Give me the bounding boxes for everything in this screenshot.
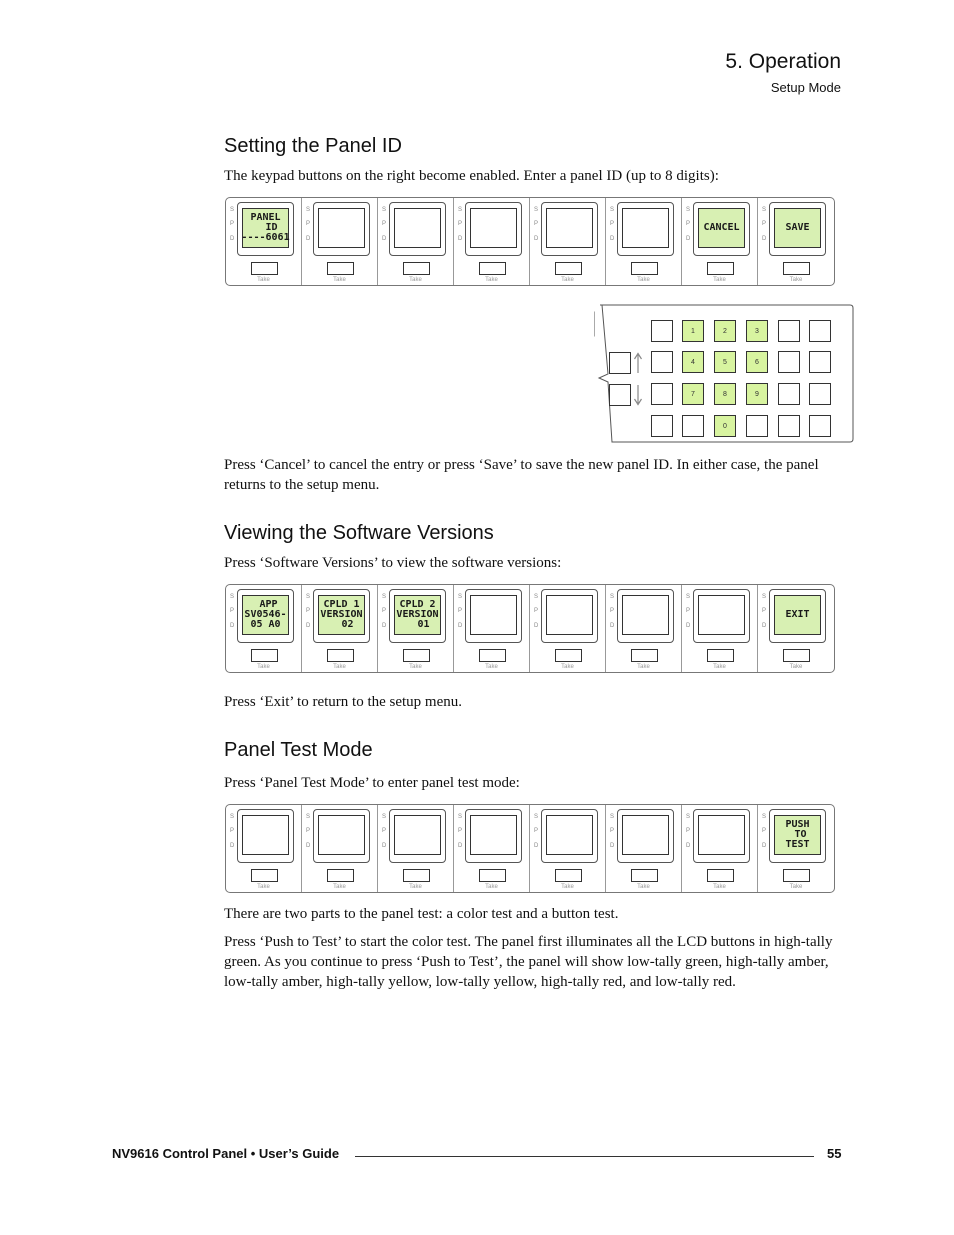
lcd-button[interactable] [465, 809, 522, 863]
panel-id-intro: The keypad buttons on the right become enabled. Enter a panel ID (up to 8 digits): [224, 168, 719, 184]
side-label-p: P [382, 221, 387, 227]
panel-button-cell [758, 805, 834, 892]
lcd-button[interactable] [769, 589, 826, 643]
keypad-key-8[interactable]: 8 [714, 383, 736, 405]
take-button[interactable] [403, 262, 430, 275]
keypad-key-blank[interactable] [778, 383, 800, 405]
side-label-p: P [458, 828, 463, 834]
keypad-key-blank[interactable] [651, 415, 673, 437]
lcd-button-display [546, 815, 593, 855]
panel-button-cell [682, 585, 758, 672]
take-button[interactable] [479, 649, 506, 662]
lcd-button[interactable] [769, 809, 826, 863]
lcd-button[interactable] [313, 809, 370, 863]
keypad-key-blank[interactable] [809, 351, 831, 373]
side-label-s: S [686, 207, 691, 213]
panel-button-cell [530, 585, 606, 672]
take-label: Take [789, 277, 803, 283]
side-label-s: S [686, 814, 691, 820]
take-button[interactable] [783, 649, 810, 662]
side-label-d: D [230, 236, 235, 242]
keypad-key-2[interactable]: 2 [714, 320, 736, 342]
lcd-button-display [698, 595, 745, 635]
heading-panel-test: Panel Test Mode [224, 739, 373, 761]
lcd-button-display [546, 208, 593, 248]
keypad-key-blank[interactable] [809, 383, 831, 405]
lcd-button-display: PANEL ID ----6061 [242, 208, 289, 248]
side-label-p: P [306, 608, 311, 614]
side-label-p: P [306, 221, 311, 227]
take-button[interactable] [783, 869, 810, 882]
keypad-key-7[interactable]: 7 [682, 383, 704, 405]
side-label-p: P [382, 608, 387, 614]
side-label-s: S [458, 814, 463, 820]
side-label-s: S [382, 814, 387, 820]
side-label-d: D [686, 623, 691, 629]
side-label-p: P [534, 828, 539, 834]
side-label-d: D [382, 843, 387, 849]
side-label-s: S [382, 594, 387, 600]
take-button[interactable] [479, 262, 506, 275]
take-button[interactable] [251, 869, 278, 882]
side-label-p: P [458, 221, 463, 227]
side-label-s: S [230, 814, 235, 820]
side-label-s: S [610, 594, 615, 600]
lcd-button[interactable] [769, 202, 826, 256]
side-label-p: P [686, 221, 691, 227]
take-label: Take [333, 664, 346, 670]
side-label-d: D [610, 623, 615, 629]
lcd-button-display: PUSH TO TEST [774, 815, 821, 855]
side-label-d: D [306, 236, 311, 242]
side-label-s: S [534, 594, 539, 600]
lcd-button[interactable] [313, 589, 370, 643]
panel-button-cell [758, 585, 834, 672]
lcd-button-display [242, 815, 289, 855]
take-button[interactable] [327, 649, 354, 662]
panel-strip-test [225, 804, 835, 893]
panel-button-cell [226, 198, 302, 285]
down-arrow-key[interactable] [609, 384, 631, 406]
take-label: Take [713, 884, 726, 890]
panel-button-cell [530, 198, 606, 285]
side-label-p: P [762, 828, 767, 834]
take-label: Take [561, 664, 574, 670]
lcd-button-display [318, 208, 365, 248]
take-button[interactable] [327, 869, 354, 882]
take-button[interactable] [555, 262, 582, 275]
side-label-s: S [762, 814, 767, 820]
lcd-button[interactable] [389, 589, 446, 643]
side-label-p: P [762, 221, 767, 227]
lcd-button[interactable] [237, 202, 294, 256]
up-arrow-icon [633, 352, 643, 374]
take-label: Take [409, 277, 422, 283]
lcd-button[interactable] [693, 589, 750, 643]
side-label-s: S [534, 814, 539, 820]
take-label: Take [409, 884, 422, 890]
keypad-key-blank[interactable] [809, 415, 831, 437]
side-label-s: S [382, 207, 387, 213]
side-label-p: P [610, 828, 615, 834]
take-button[interactable] [555, 869, 582, 882]
side-label-d: D [534, 236, 539, 242]
side-label-s: S [306, 594, 311, 600]
lcd-button-display [470, 595, 517, 635]
take-button[interactable] [479, 869, 506, 882]
lcd-button[interactable] [313, 202, 370, 256]
take-button[interactable] [631, 649, 658, 662]
side-label-d: D [610, 236, 615, 242]
take-label: Take [485, 884, 498, 890]
keypad-illustration [594, 304, 854, 443]
lcd-button-display [622, 208, 669, 248]
lcd-button[interactable] [541, 809, 598, 863]
keypad-key-blank[interactable] [682, 415, 704, 437]
lcd-button[interactable] [389, 809, 446, 863]
side-label-s: S [686, 594, 691, 600]
side-label-p: P [230, 828, 235, 834]
take-label: Take [485, 664, 498, 670]
keypad-key-blank[interactable] [809, 320, 831, 342]
take-button[interactable] [251, 649, 278, 662]
side-label-d: D [610, 843, 615, 849]
side-label-d: D [686, 236, 691, 242]
panel-button-cell [606, 805, 682, 892]
panel-strip-software [225, 584, 835, 673]
side-label-p: P [230, 221, 235, 227]
lcd-button-display: SAVE [774, 208, 821, 248]
take-label: Take [257, 664, 270, 670]
test-para-1: There are two parts to the panel test: a color test and a button test. [224, 906, 619, 922]
lcd-button-display [470, 208, 517, 248]
lcd-button[interactable] [617, 809, 674, 863]
panel-id-after: Press ‘Cancel’ to cancel the entry or press ‘Save’ to save the new panel ID. In either case, the panel returns to the setup menu. [224, 457, 819, 493]
side-label-p: P [534, 221, 539, 227]
panel-button-cell [606, 198, 682, 285]
lcd-button[interactable] [617, 589, 674, 643]
keypad-key-blank[interactable] [778, 415, 800, 437]
side-label-d: D [458, 623, 463, 629]
side-label-d: D [458, 843, 463, 849]
side-label-s: S [458, 207, 463, 213]
panel-button-cell [454, 805, 530, 892]
lcd-button[interactable] [389, 202, 446, 256]
take-label: Take [333, 277, 346, 283]
side-label-d: D [382, 623, 387, 629]
side-label-d: D [534, 623, 539, 629]
take-label: Take [409, 664, 422, 670]
side-label-s: S [230, 594, 235, 600]
take-button[interactable] [251, 262, 278, 275]
keypad-key-blank[interactable] [651, 320, 673, 342]
side-label-p: P [230, 608, 235, 614]
page-number: 55 [827, 1146, 842, 1161]
side-label-s: S [534, 207, 539, 213]
panel-button-cell [378, 805, 454, 892]
lcd-button[interactable] [465, 589, 522, 643]
side-label-s: S [306, 207, 311, 213]
side-label-s: S [762, 207, 767, 213]
take-label: Take [637, 664, 650, 670]
test-para-2: Press ‘Push to Test’ to start the color test. The panel first illuminates all the LCD buttons in high-tally green. As you continue to press ‘Push to Test’, the panel will show low-tally green, high-tally amber, low-tally amber, high-tally yellow, low-tally yellow, high-tally red, and low-tally red. [224, 934, 833, 990]
side-label-s: S [230, 207, 235, 213]
side-label-p: P [382, 828, 387, 834]
lcd-button-display [318, 815, 365, 855]
take-label: Take [789, 884, 803, 890]
take-label: Take [637, 277, 650, 283]
lcd-button[interactable] [465, 202, 522, 256]
side-label-p: P [610, 221, 615, 227]
lcd-button-display [394, 815, 441, 855]
side-label-d: D [382, 236, 387, 242]
lcd-button[interactable] [541, 589, 598, 643]
keypad-key-6[interactable]: 6 [746, 351, 768, 373]
take-button[interactable] [783, 262, 810, 275]
software-intro: Press ‘Software Versions’ to view the software versions: [224, 555, 562, 571]
take-label: Take [257, 884, 270, 890]
panel-button-cell [682, 805, 758, 892]
lcd-button-display: CANCEL [698, 208, 745, 248]
footer-title: NV9616 Control Panel • User’s Guide [112, 1146, 340, 1161]
take-label: Take [637, 884, 650, 890]
panel-button-cell [606, 585, 682, 672]
software-after: Press ‘Exit’ to return to the setup menu. [224, 694, 463, 710]
lcd-button-display [622, 815, 669, 855]
keypad-key-9[interactable]: 9 [746, 383, 768, 405]
side-label-d: D [762, 623, 767, 629]
lcd-button[interactable] [693, 809, 750, 863]
side-label-d: D [230, 843, 235, 849]
take-label: Take [713, 277, 726, 283]
take-button[interactable] [707, 262, 734, 275]
panel-button-cell [758, 198, 834, 285]
take-button[interactable] [555, 649, 582, 662]
keypad-key-blank[interactable] [651, 351, 673, 373]
side-label-d: D [306, 623, 311, 629]
lcd-button-display: CPLD 1 VERSION 02 [318, 595, 365, 635]
take-button[interactable] [707, 649, 734, 662]
take-button[interactable] [327, 262, 354, 275]
keypad-key-3[interactable]: 3 [746, 320, 768, 342]
side-label-p: P [610, 608, 615, 614]
side-label-s: S [610, 814, 615, 820]
lcd-button-display [470, 815, 517, 855]
down-arrow-icon [633, 384, 643, 406]
keypad-key-blank[interactable] [778, 320, 800, 342]
panel-button-cell [226, 805, 302, 892]
lcd-button[interactable] [237, 809, 294, 863]
heading-panel-id: Setting the Panel ID [224, 135, 402, 157]
panel-button-cell [682, 198, 758, 285]
panel-button-cell [378, 585, 454, 672]
panel-button-cell [302, 805, 378, 892]
up-arrow-key[interactable] [609, 352, 631, 374]
keypad-key-blank[interactable] [651, 383, 673, 405]
chapter-title: 5. Operation [725, 50, 841, 73]
take-label: Take [257, 277, 270, 283]
panel-button-cell [302, 198, 378, 285]
lcd-button-display: CPLD 2 VERSION 01 [394, 595, 441, 635]
side-label-d: D [762, 843, 767, 849]
side-label-p: P [306, 828, 311, 834]
panel-button-cell [530, 805, 606, 892]
side-label-p: P [458, 608, 463, 614]
take-label: Take [713, 664, 726, 670]
take-button[interactable] [403, 649, 430, 662]
side-label-p: P [534, 608, 539, 614]
side-label-p: P [686, 828, 691, 834]
take-label: Take [485, 277, 498, 283]
side-label-d: D [230, 623, 235, 629]
keypad-key-0[interactable]: 0 [714, 415, 736, 437]
take-button[interactable] [403, 869, 430, 882]
test-intro: Press ‘Panel Test Mode’ to enter panel test mode: [224, 775, 520, 791]
lcd-button[interactable] [541, 202, 598, 256]
take-label: Take [789, 664, 803, 670]
side-label-d: D [534, 843, 539, 849]
panel-button-cell [226, 585, 302, 672]
panel-button-cell [454, 585, 530, 672]
lcd-button[interactable] [617, 202, 674, 256]
take-label: Take [561, 884, 574, 890]
take-button[interactable] [631, 869, 658, 882]
keypad-key-blank[interactable] [778, 351, 800, 373]
side-label-d: D [458, 236, 463, 242]
lcd-button-display [622, 595, 669, 635]
side-label-s: S [762, 594, 767, 600]
take-button[interactable] [707, 869, 734, 882]
panel-strip-panel-id [225, 197, 835, 286]
lcd-button-display [546, 595, 593, 635]
keypad-key-blank[interactable] [746, 415, 768, 437]
side-label-d: D [762, 236, 767, 242]
heading-software-versions: Viewing the Software Versions [224, 522, 494, 544]
keypad-key-5[interactable]: 5 [714, 351, 736, 373]
side-label-s: S [610, 207, 615, 213]
side-label-s: S [306, 814, 311, 820]
lcd-button[interactable] [237, 589, 294, 643]
section-label: Setup Mode [770, 80, 841, 95]
take-label: Take [561, 277, 574, 283]
side-label-s: S [458, 594, 463, 600]
lcd-button-display: APP SV0546- 05 A0 [242, 595, 289, 635]
lcd-button-display: EXIT [774, 595, 821, 635]
keypad-key-1[interactable]: 1 [682, 320, 704, 342]
panel-button-cell [302, 585, 378, 672]
side-label-p: P [686, 608, 691, 614]
panel-button-cell [378, 198, 454, 285]
keypad-key-4[interactable]: 4 [682, 351, 704, 373]
side-label-d: D [686, 843, 691, 849]
take-label: Take [333, 884, 346, 890]
lcd-button-display [394, 208, 441, 248]
footer-rule [355, 1156, 814, 1157]
lcd-button-display [698, 815, 745, 855]
side-label-d: D [306, 843, 311, 849]
take-button[interactable] [631, 262, 658, 275]
side-label-p: P [762, 608, 767, 614]
lcd-button[interactable] [693, 202, 750, 256]
panel-button-cell [454, 198, 530, 285]
